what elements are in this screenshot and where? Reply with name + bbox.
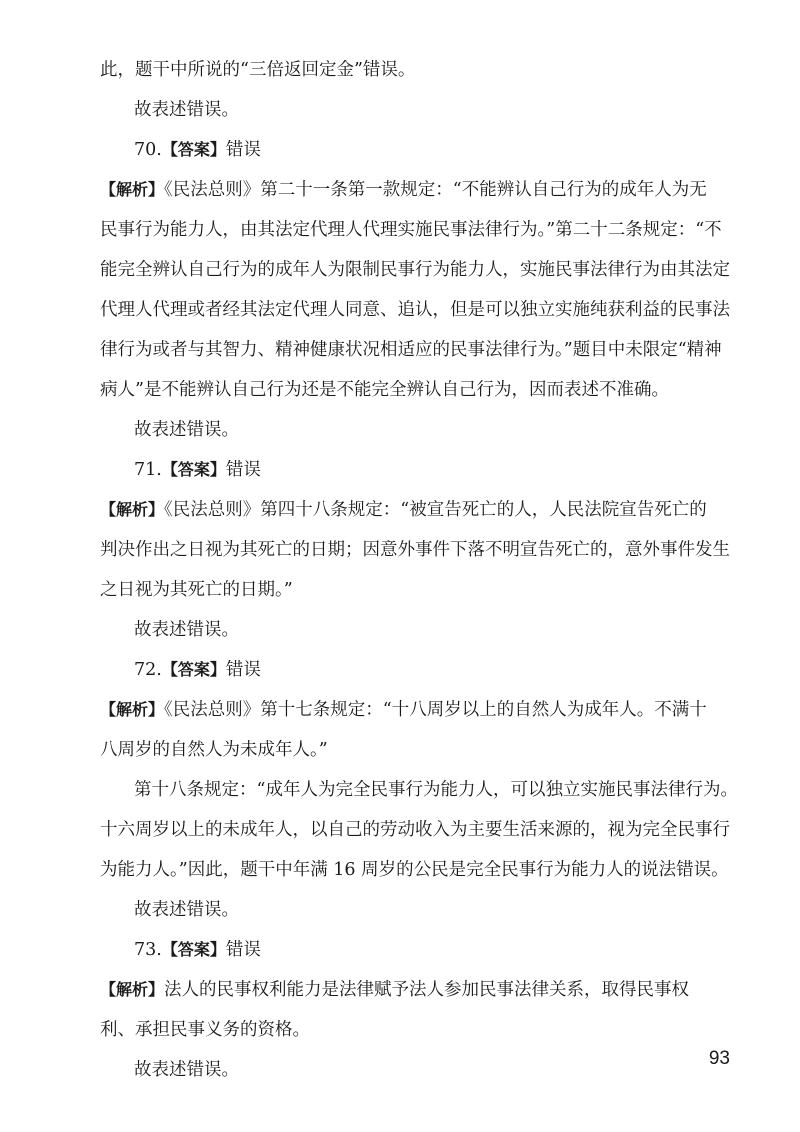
analysis-text: 《民法总则》第二十一条第一款规定：“不能辨认自己行为的成年人为无	[164, 180, 707, 200]
answer-line-71	[134, 458, 774, 482]
answer-line-73	[134, 938, 774, 962]
analysis-tag: 【解析】	[100, 980, 165, 999]
paragraph-line: 判决作出之日视为其死亡的日期；因意外事件下落不明宣告死亡的，意外事件发生	[100, 540, 730, 560]
question-number: 72.	[134, 660, 162, 680]
answer-tag: 【答案】	[161, 660, 226, 679]
page-number: 93	[708, 1048, 730, 1069]
analysis-text: 法人的民事权利能力是法律赋予法人参加民事法律关系，取得民事权	[164, 980, 690, 1000]
answer-value: 错误	[225, 660, 261, 680]
paragraph-line: 为能力人。”因此，题干中年满 16 周岁的公民是完全民事行为能力人的说法错误。	[100, 860, 729, 880]
conclusion-text: 故表述错误。	[134, 900, 239, 920]
analysis-text: 《民法总则》第四十八条规定：“被宣告死亡的人，人民法院宣告死亡的	[164, 500, 707, 520]
paragraph-line: 第十八条规定：“成年人为完全民事行为能力人，可以独立实施民事法律行为。	[134, 780, 738, 800]
answer-value: 错误	[225, 140, 261, 160]
analysis-tag: 【解析】	[100, 700, 165, 719]
conclusion-text: 故表述错误。	[134, 420, 239, 440]
answer-line-70	[134, 138, 774, 162]
paragraph-line: 十六周岁以上的未成年人，以自己的劳动收入为主要生活来源的，视为完全民事行	[100, 820, 730, 840]
paragraph-line: 之日视为其死亡的日期。”	[100, 580, 293, 600]
conclusion-text: 故表述错误。	[134, 620, 239, 640]
conclusion-text: 故表述错误。	[134, 100, 239, 120]
paragraph-line: 代理人代理或者经其法定代理人同意、追认，但是可以独立实施纯获利益的民事法	[100, 300, 730, 320]
question-number: 70.	[134, 140, 162, 160]
analysis-text: 《民法总则》第十七条规定：“十八周岁以上的自然人为成年人。不满十	[164, 700, 707, 720]
analysis-tag: 【解析】	[100, 180, 165, 199]
answer-line-72	[134, 658, 774, 682]
analysis-line	[100, 178, 740, 202]
answer-tag: 【答案】	[161, 140, 226, 159]
analysis-line	[100, 498, 740, 522]
question-number: 71.	[134, 460, 162, 480]
paragraph-line: 能完全辨认自己行为的成年人为限制民事行为能力人，实施民事法律行为由其法定	[100, 260, 730, 280]
conclusion-text: 故表述错误。	[134, 1060, 239, 1080]
paragraph-line: 律行为或者与其智力、精神健康状况相适应的民事法律行为。”题目中未限定“精神	[100, 340, 722, 360]
analysis-line	[100, 978, 740, 1002]
answer-tag: 【答案】	[161, 940, 226, 959]
paragraph-line: 此，题干中所说的“三倍返回定金”错误。	[100, 60, 416, 80]
paragraph-line: 病人”是不能辨认自己行为还是不能完全辨认自己行为，因而表述不准确。	[100, 380, 669, 400]
paragraph-line: 八周岁的自然人为未成年人。”	[100, 740, 328, 760]
paragraph-line: 民事行为能力人，由其法定代理人代理实施民事法律行为。”第二十二条规定：“不	[100, 220, 722, 240]
answer-value: 错误	[225, 940, 261, 960]
answer-tag: 【答案】	[161, 460, 226, 479]
analysis-line	[100, 698, 740, 722]
answer-value: 错误	[225, 460, 261, 480]
analysis-tag: 【解析】	[100, 500, 165, 519]
paragraph-line: 利、承担民事义务的资格。	[100, 1020, 310, 1040]
question-number: 73.	[134, 940, 162, 960]
